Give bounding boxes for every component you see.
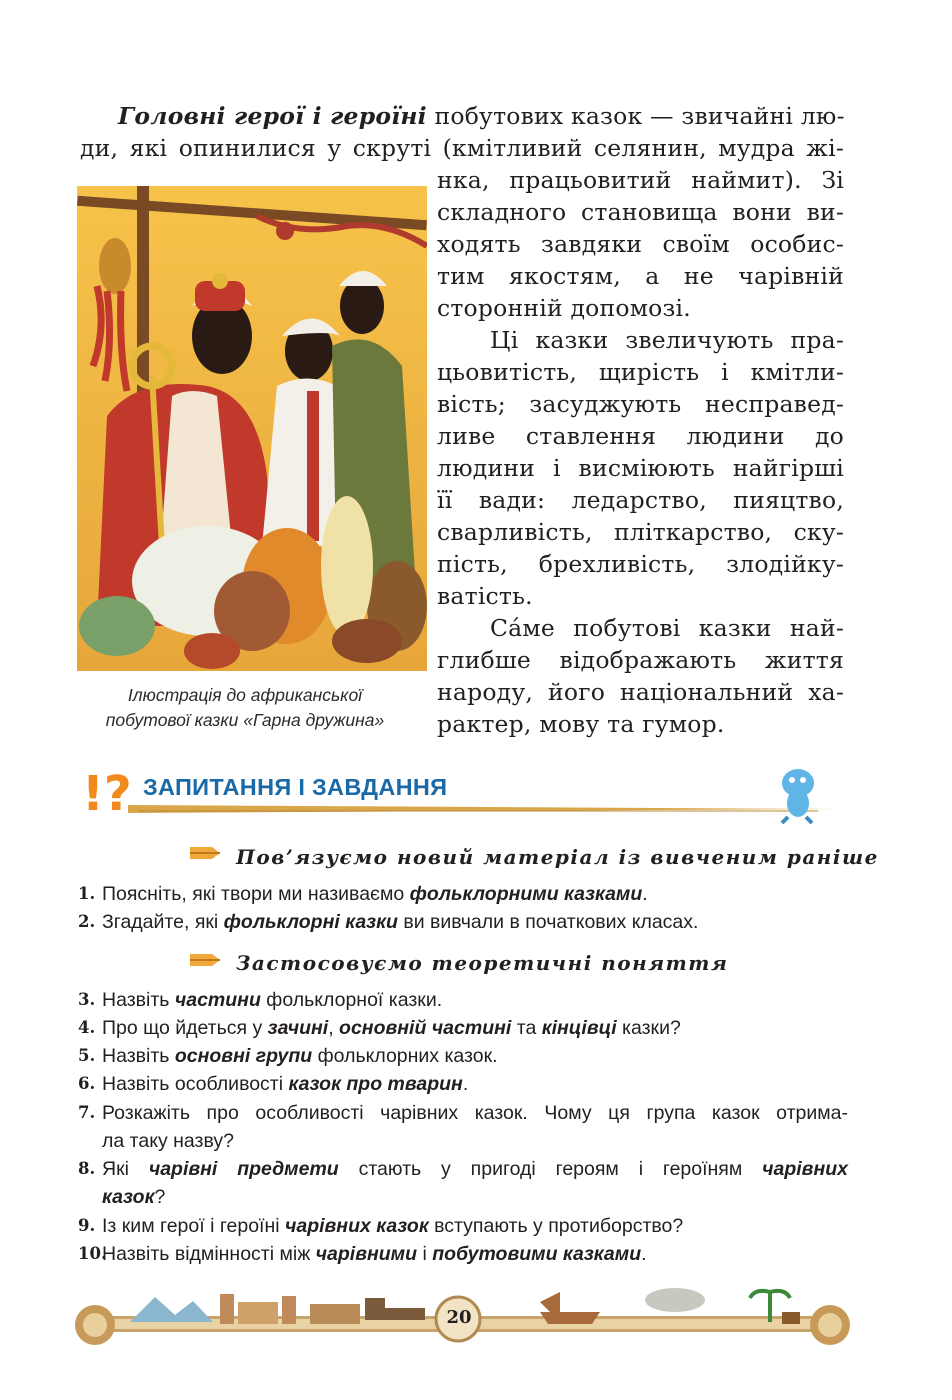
question-number: 7. [78, 1103, 96, 1122]
subhead-apply: Застосовуємо теоретичні поняття [236, 951, 729, 975]
chest-icon [782, 1312, 800, 1324]
caption-line-2: побутової казки «Гарна дружина» [105, 710, 385, 730]
illustration-caption [70, 683, 420, 733]
question-text: Назвіть особливості казок про тварин. [102, 1073, 469, 1095]
pencil-note-icon [188, 843, 222, 865]
intro-column-line: сварливість, пліткарство, ску- [437, 518, 844, 546]
pencil-note-icon [188, 950, 222, 972]
intro-column-line: вість; засуджують несправед- [437, 390, 844, 418]
question-number: 5. [78, 1046, 96, 1065]
intro-column-line: нка, працьовитий наймит). Зі [437, 166, 844, 194]
page-number: 20 [446, 1307, 472, 1328]
question-text: Назвіть основні групи фольклорних казок. [102, 1045, 498, 1067]
intro-line-1 [118, 100, 844, 132]
illustration [77, 186, 427, 671]
mascot-icon [782, 769, 814, 823]
question-text: Із ким герої і героїні чарівних казок вступають у протиборство? [102, 1215, 684, 1237]
exclamation-question-icon: !? [82, 766, 132, 822]
intro-column-line: рактер, мову та гумор. [437, 710, 725, 738]
intro-column-line: народу, його національний ха- [437, 678, 844, 706]
intro-line-1-rest: побутових казок — звичайні лю- [434, 102, 845, 130]
train-icon [365, 1298, 425, 1320]
intro-lead: Головні герої і героїні [118, 102, 427, 130]
question-number: 9. [78, 1216, 96, 1235]
question-text: Назвіть частини фольклорної казки. [102, 989, 443, 1011]
intro-column-line: цьовитість, щирість і кмітли- [437, 358, 844, 386]
question-text: Розкажіть про особливості чарівних казок. Чому ця група казок отрима- ла таку назву? [102, 1102, 848, 1152]
intro-column-line: глибше відображають життя [437, 646, 844, 674]
intro-column-line: Ці казки звеличують пра- [490, 326, 844, 354]
intro-column-line: Са́ме побутові казки най- [490, 614, 844, 642]
caption-line-1: Ілюстрація до африканської [127, 685, 363, 705]
intro-line-2: ди, які опинилися у скруті (кмітливий селянин, мудра жі- [80, 134, 844, 162]
intro-column-line: тим якостям, а не чарівній [437, 262, 844, 290]
intro-column-line: пість, брехливість, злодійку- [437, 550, 844, 578]
question-number: 10. [78, 1244, 107, 1263]
question-text: Які чарівні предмети стають у пригоді героям і героїням чарівних казок? [102, 1158, 848, 1208]
african-tale-illustration [77, 186, 427, 671]
intro-column-line: ходять завдяки своїм особис- [437, 230, 844, 258]
question-text: Назвіть відмінності між чарівними і побутовими казками. [102, 1243, 647, 1265]
intro-column-line: людини і висміюють найгірші [437, 454, 844, 482]
question-text: Поясніть, які твори ми називаємо фольклорними казками. [102, 883, 648, 905]
ship-icon [540, 1292, 600, 1324]
intro-column-line: ватість. [437, 582, 533, 610]
intro-column-line: складного становища вони ви- [437, 198, 844, 226]
question-number: 1. [78, 884, 96, 903]
question-number: 3. [78, 990, 96, 1009]
castle-icon [220, 1294, 234, 1324]
question-number: 6. [78, 1074, 96, 1093]
section-title: ЗАПИТАННЯ І ЗАВДАННЯ [143, 774, 448, 800]
question-number: 8. [78, 1159, 96, 1178]
intro-column-line: її вади: ледарство, пияцтво, [437, 486, 844, 514]
mountains-icon [130, 1297, 213, 1322]
question-number: 4. [78, 1018, 96, 1037]
question-text: Про що йдеться у зачині, основній частині та кінцівці казки? [102, 1017, 681, 1039]
subhead-connect: Пов’язуємо новий матеріал із вивченим раніше [236, 845, 879, 869]
question-text: Згадайте, які фольклорні казки ви вивчали в початкових класах. [102, 911, 699, 933]
intro-column-line: ливе ставлення людини до [437, 422, 844, 450]
intro-column-line: сторонній допомозі. [437, 294, 691, 322]
question-number: 2. [78, 912, 96, 931]
airship-icon [645, 1288, 705, 1312]
